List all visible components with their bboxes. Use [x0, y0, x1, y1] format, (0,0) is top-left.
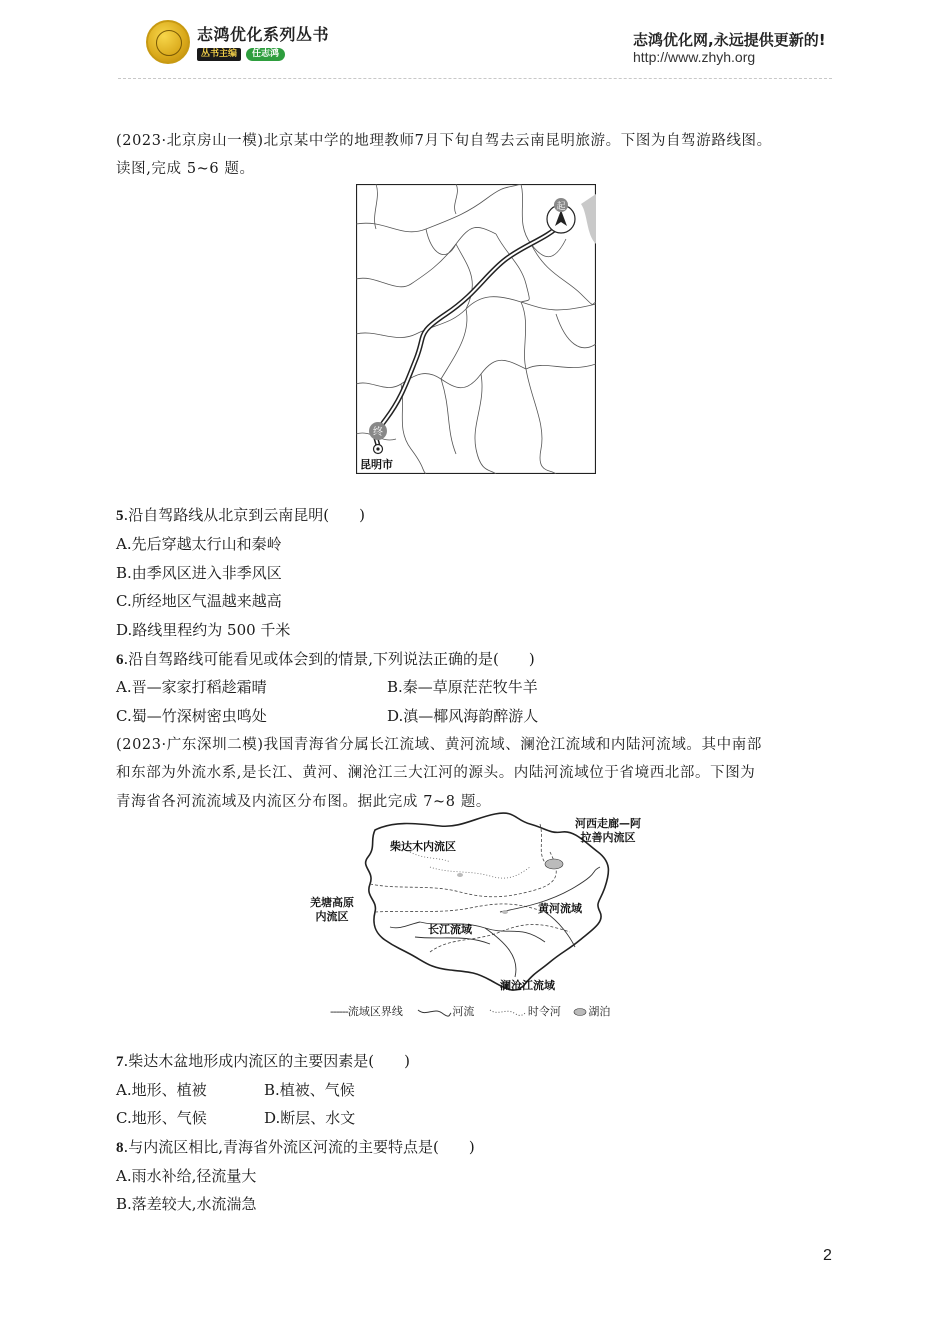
question-5-stem: .沿自驾路线从北京到云南昆明(	[123, 506, 330, 524]
q6-option-c: C.蜀—竹深树密虫鸣处	[116, 707, 267, 725]
header-url[interactable]: http://www.zhyh.org	[633, 49, 756, 65]
q8-option-a: A.雨水补给,径流量大	[116, 1167, 257, 1185]
section1-intro-line1: (2023·北京房山一模)北京某中学的地理教师7月下旬自驾去云南昆明旅游。下图为自驾游路线图。	[116, 133, 772, 149]
route-map	[356, 184, 596, 474]
legend-boundary: 流域区界线	[347, 1005, 403, 1018]
q5-option-b: B.由季风区进入非季风区	[116, 564, 282, 582]
question-5-number: 5	[116, 508, 124, 524]
label-hexi-line2: 拉善内流区	[580, 831, 636, 844]
question-7-number: 7	[116, 1054, 124, 1070]
label-huanghe: 黄河流域	[538, 902, 582, 915]
question-8-number: 8	[116, 1140, 124, 1156]
publisher-logo	[146, 20, 190, 64]
q5-option-c: C.所经地区气温越来越高	[116, 592, 282, 610]
legend-seasonal: 时令河	[527, 1005, 561, 1018]
q7-option-d: D.断层、水文	[264, 1109, 356, 1127]
lake-symbol-icon	[572, 1007, 588, 1017]
question-6	[116, 649, 535, 670]
kunming-label: 昆明市	[360, 458, 393, 471]
route-end-label: 终	[373, 427, 383, 438]
question-6-close: )	[528, 650, 535, 668]
q7-option-c: C.地形、气候	[116, 1109, 207, 1127]
header-slogan: 志鸿优化网,永远提供更新的!	[633, 31, 826, 49]
question-8	[116, 1137, 475, 1158]
river-symbol-icon	[416, 1007, 452, 1017]
question-5	[116, 505, 365, 526]
q5-option-d: D.路线里程约为 500 千米	[116, 621, 291, 639]
section1-intro-line2: 读图,完成 5~6 题。	[116, 161, 255, 177]
series-title: 志鸿优化系列丛书	[197, 25, 330, 44]
question-8-close: )	[468, 1138, 475, 1156]
section2-intro-line3: 青海省各河流流域及内流区分布图。据此完成 7~8 题。	[116, 794, 492, 810]
editor-tag: 丛书主编	[197, 48, 241, 61]
label-hexi-line1: 河西走廊—阿	[575, 817, 641, 830]
q6-option-a: A.晋—家家打稻趁霜晴	[116, 678, 267, 696]
legend-river: 河流	[452, 1005, 475, 1018]
legend-lake: 湖泊	[588, 1005, 611, 1018]
question-5-close: )	[359, 506, 365, 524]
editor-name: 任志鸿	[246, 48, 285, 61]
label-lancang: 澜沧江流域	[500, 979, 555, 992]
label-chaidamu: 柴达木内流区	[390, 840, 456, 853]
question-6-stem: .沿自驾路线可能看见或体会到的情景,下列说法正确的是(	[123, 650, 499, 668]
q6-option-d: D.滇—椰风海韵醉游人	[387, 707, 539, 725]
question-8-stem: .与内流区相比,青海省外流区河流的主要特点是(	[123, 1138, 439, 1156]
seasonal-river-symbol-icon	[488, 1007, 528, 1017]
label-qiangtang-line1: 羌塘高原	[310, 896, 354, 909]
question-7-close: )	[404, 1052, 410, 1070]
route-start-label: 起	[556, 202, 566, 212]
section2-intro-line1: (2023·广东深圳二模)我国青海省分属长江流域、黄河流域、澜沧江流域和内陆河流域。其中南部	[116, 737, 762, 753]
section2-intro-line2: 和东部为外流水系,是长江、黄河、澜沧江三大江河的源头。内陆河流域位于省境西北部。下图为	[116, 765, 756, 781]
page-number: 2	[823, 1247, 832, 1264]
q7-option-b: B.植被、气候	[264, 1081, 355, 1099]
label-qiangtang-line2: 内流区	[315, 910, 349, 923]
question-7-stem: .柴达木盆地形成内流区的主要因素是(	[123, 1052, 375, 1070]
label-changjiang: 长江流域	[428, 923, 472, 936]
q7-option-a: A.地形、植被	[116, 1081, 207, 1099]
question-7	[116, 1051, 410, 1072]
header-divider	[118, 78, 832, 79]
q8-option-b: B.落差较大,水流湍急	[116, 1195, 257, 1213]
question-6-number: 6	[116, 652, 124, 668]
q5-option-a: A.先后穿越太行山和秦岭	[116, 535, 282, 553]
q6-option-b: B.秦—草原茫茫牧牛羊	[387, 678, 538, 696]
qinghai-basin-map	[300, 812, 650, 1000]
map-legend: ------流域区界线 河流 时令河 湖泊	[330, 1005, 611, 1018]
